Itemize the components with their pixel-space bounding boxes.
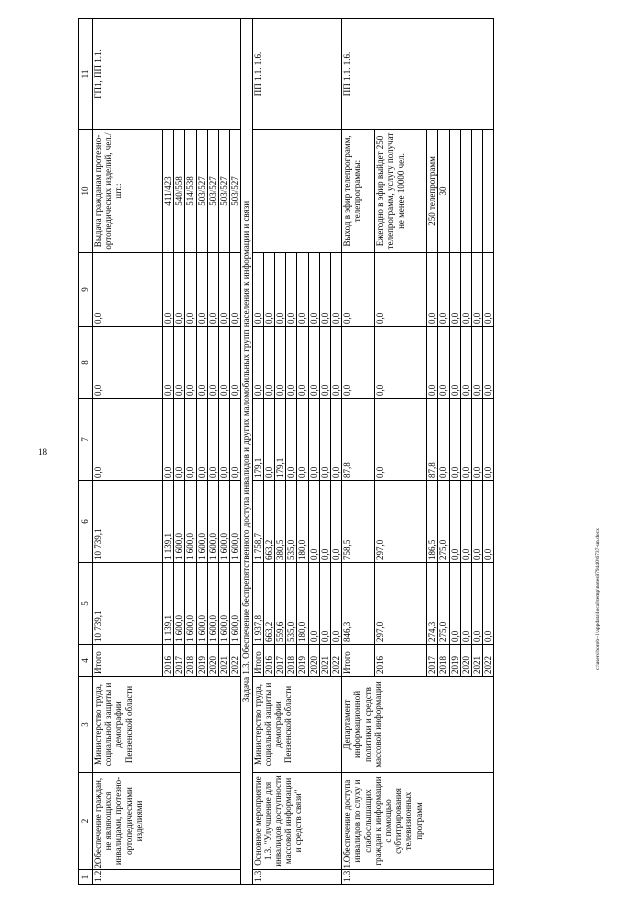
extrabudget-cell: 0,0 bbox=[449, 253, 460, 327]
regional-budget-cell: 1 600,0 bbox=[230, 481, 241, 563]
header-cell: 2 bbox=[79, 773, 93, 870]
extrabudget-cell: 0,0 bbox=[483, 253, 494, 327]
header-cell: 9 bbox=[79, 253, 93, 327]
total-cell: 1 600,0 bbox=[174, 563, 185, 645]
total-cell: 663,2 bbox=[263, 563, 274, 645]
regional-budget-cell: 1 139,1 bbox=[163, 481, 174, 563]
total-cell: 1 600,0 bbox=[196, 563, 207, 645]
regional-budget-cell: 297,0 bbox=[375, 481, 427, 563]
local-budget-cell: 0,0 bbox=[219, 327, 230, 399]
executor: Департамент информационной политики и средств массовой информации bbox=[342, 677, 494, 773]
indicator-value-cell: Выход в эфир телепрограмм, телепрограммы: bbox=[342, 130, 375, 253]
local-budget-cell: 0,0 bbox=[342, 327, 375, 399]
regional-budget-cell: 0,0 bbox=[331, 481, 342, 563]
total-cell: 1 600,0 bbox=[185, 563, 196, 645]
federal-budget-cell: 0,0 bbox=[196, 399, 207, 481]
local-budget-cell: 0,0 bbox=[472, 327, 483, 399]
local-budget-cell: 0,0 bbox=[460, 327, 471, 399]
regional-budget-cell: 1 600,0 bbox=[207, 481, 218, 563]
local-budget-cell: 0,0 bbox=[230, 327, 241, 399]
extrabudget-cell: 0,0 bbox=[196, 253, 207, 327]
extrabudget-cell: 0,0 bbox=[297, 253, 308, 327]
extrabudget-cell: 0,0 bbox=[342, 253, 375, 327]
year-cell: 2019 bbox=[297, 645, 308, 677]
extrabudget-cell: 0,0 bbox=[375, 253, 427, 327]
total-cell: 274,3 bbox=[427, 563, 438, 645]
indicator-value-cell: 250 телепрограмм bbox=[427, 130, 438, 253]
indicator-value-cell: Ежегодно в эфир выйдет 250 телепрограмм, услугу получат не менее 10000 чел. bbox=[375, 130, 427, 253]
federal-budget-cell: 0,0 bbox=[438, 399, 449, 481]
total-cell: 0,0 bbox=[472, 563, 483, 645]
regional-budget-cell: 0,0 bbox=[449, 481, 460, 563]
regional-budget-cell: 0,0 bbox=[308, 481, 319, 563]
extrabudget-cell: 0,0 bbox=[252, 253, 263, 327]
measure-name: Основное мероприятие 1.3. "Улучшение для инвалидов доступности массовой информации и средств связи" bbox=[252, 773, 342, 870]
year-cell: 2016 bbox=[163, 645, 174, 677]
extrabudget-cell: 0,0 bbox=[163, 253, 174, 327]
total-cell: 1 139,1 bbox=[163, 563, 174, 645]
page-number: 18 bbox=[38, 447, 47, 457]
year-cell: 2022 bbox=[483, 645, 494, 677]
federal-budget-cell: 179,1 bbox=[275, 399, 286, 481]
federal-budget-cell: 87,8 bbox=[427, 399, 438, 481]
indicator-value-cell: 503/527 bbox=[196, 130, 207, 253]
local-budget-cell: 0,0 bbox=[427, 327, 438, 399]
header-row bbox=[79, 19, 93, 885]
total-cell: 1 937,8 bbox=[252, 563, 263, 645]
extrabudget-cell: 0,0 bbox=[275, 253, 286, 327]
indicator-value-cell bbox=[460, 130, 471, 253]
extrabudget-cell: 0,0 bbox=[185, 253, 196, 327]
year-cell: 2019 bbox=[449, 645, 460, 677]
year-cell: 2018 bbox=[438, 645, 449, 677]
executor: Министерство труда, социальной защиты и демографии Пензенской области bbox=[252, 677, 342, 773]
year-cell: 2022 bbox=[230, 645, 241, 677]
federal-budget-cell: 0,0 bbox=[297, 399, 308, 481]
task-heading: Задача 1.3. Обеспечение беспрепятственного доступа инвалидов и других маломобильных групп населения к информации и связи bbox=[241, 19, 252, 885]
regional-budget-cell: 535,0 bbox=[286, 481, 297, 563]
year-cell: Итого bbox=[93, 645, 163, 677]
local-budget-cell: 0,0 bbox=[375, 327, 427, 399]
extrabudget-cell: 0,0 bbox=[230, 253, 241, 327]
footer-file-path: c:\users\borob~1\appdata\local\temp\notes879440\6737-un.docx bbox=[595, 528, 601, 670]
total-cell: 846,3 bbox=[342, 563, 375, 645]
regional-budget-cell: 275,0 bbox=[438, 481, 449, 563]
header-cell: 8 bbox=[79, 327, 93, 399]
total-cell: 0,0 bbox=[331, 563, 342, 645]
federal-budget-cell: 0,0 bbox=[286, 399, 297, 481]
local-budget-cell: 0,0 bbox=[174, 327, 185, 399]
header-cell: 1 bbox=[79, 870, 93, 885]
federal-budget-cell: 0,0 bbox=[230, 399, 241, 481]
indicator-empty-cell bbox=[252, 130, 342, 253]
local-budget-cell: 0,0 bbox=[438, 327, 449, 399]
federal-budget-cell: 0,0 bbox=[219, 399, 230, 481]
header-cell: 11 bbox=[79, 19, 93, 130]
program-code: ГП1, ПП 1.1. bbox=[93, 19, 241, 130]
federal-budget-cell: 0,0 bbox=[308, 399, 319, 481]
local-budget-cell: 0,0 bbox=[93, 327, 163, 399]
federal-budget-cell: 0,0 bbox=[460, 399, 471, 481]
regional-budget-cell: 0,0 bbox=[472, 481, 483, 563]
extrabudget-cell: 0,0 bbox=[207, 253, 218, 327]
indicator-value-cell: 411/423 bbox=[163, 130, 174, 253]
total-cell: 1 600,0 bbox=[207, 563, 218, 645]
year-cell: 2021 bbox=[319, 645, 330, 677]
federal-budget-cell: 0,0 bbox=[207, 399, 218, 481]
total-cell: 0,0 bbox=[483, 563, 494, 645]
total-cell: 0,0 bbox=[308, 563, 319, 645]
federal-budget-cell: 0,0 bbox=[163, 399, 174, 481]
extrabudget-cell: 0,0 bbox=[319, 253, 330, 327]
extrabudget-cell: 0,0 bbox=[472, 253, 483, 327]
indicator-value-cell bbox=[472, 130, 483, 253]
indicator-value-cell bbox=[449, 130, 460, 253]
extrabudget-cell: 0,0 bbox=[174, 253, 185, 327]
regional-budget-cell: 0,0 bbox=[483, 481, 494, 563]
local-budget-cell: 0,0 bbox=[297, 327, 308, 399]
local-budget-cell: 0,0 bbox=[207, 327, 218, 399]
year-cell: 2020 bbox=[460, 645, 471, 677]
extrabudget-cell: 0,0 bbox=[286, 253, 297, 327]
year-cell: 2021 bbox=[472, 645, 483, 677]
header-cell: 7 bbox=[79, 399, 93, 481]
extrabudget-cell: 0,0 bbox=[427, 253, 438, 327]
extrabudget-cell: 0,0 bbox=[460, 253, 471, 327]
extrabudget-cell: 0,0 bbox=[219, 253, 230, 327]
indicator-value-cell: 503/527 bbox=[230, 130, 241, 253]
year-cell: 2019 bbox=[196, 645, 207, 677]
local-budget-cell: 0,0 bbox=[308, 327, 319, 399]
header-cell: 10 bbox=[79, 130, 93, 253]
year-cell: 2016 bbox=[375, 645, 427, 677]
header-cell: 5 bbox=[79, 563, 93, 645]
federal-budget-cell: 0,0 bbox=[472, 399, 483, 481]
year-cell: Итого bbox=[342, 645, 375, 677]
regional-budget-cell: 1 600,0 bbox=[196, 481, 207, 563]
table-row bbox=[342, 19, 375, 885]
total-cell: 10 739,1 bbox=[93, 563, 163, 645]
year-cell: 2018 bbox=[286, 645, 297, 677]
local-budget-cell: 0,0 bbox=[286, 327, 297, 399]
federal-budget-cell: 0,0 bbox=[331, 399, 342, 481]
rotated-table-page bbox=[78, 19, 585, 885]
indicator-value-cell: 514/538 bbox=[185, 130, 196, 253]
federal-budget-cell: 0,0 bbox=[483, 399, 494, 481]
year-cell: 2016 bbox=[263, 645, 274, 677]
total-cell: 0,0 bbox=[319, 563, 330, 645]
local-budget-cell: 0,0 bbox=[331, 327, 342, 399]
total-cell: 275,0 bbox=[438, 563, 449, 645]
year-cell: 2020 bbox=[308, 645, 319, 677]
table-body bbox=[93, 19, 494, 885]
extrabudget-cell: 0,0 bbox=[93, 253, 163, 327]
regional-budget-cell: 180,0 bbox=[297, 481, 308, 563]
total-cell: 535,0 bbox=[286, 563, 297, 645]
indicator-value-cell: 503/527 bbox=[207, 130, 218, 253]
local-budget-cell: 0,0 bbox=[275, 327, 286, 399]
extrabudget-cell: 0,0 bbox=[263, 253, 274, 327]
row-number: 1.2.2. bbox=[93, 870, 241, 885]
program-table bbox=[78, 18, 494, 885]
indicator-name: Выдача гражданам протезно-ортопедических изделий, чел./шт.: bbox=[93, 130, 163, 253]
total-cell: 297,0 bbox=[375, 563, 427, 645]
federal-budget-cell: 0,0 bbox=[263, 399, 274, 481]
local-budget-cell: 0,0 bbox=[483, 327, 494, 399]
program-code: ПП 1.1. 1.6. bbox=[252, 19, 342, 130]
local-budget-cell: 0,0 bbox=[163, 327, 174, 399]
local-budget-cell: 0,0 bbox=[196, 327, 207, 399]
federal-budget-cell: 0,0 bbox=[375, 399, 427, 481]
year-cell: 2021 bbox=[219, 645, 230, 677]
row-number: 1.3. bbox=[252, 870, 342, 885]
regional-budget-cell: 10 739,1 bbox=[93, 481, 163, 563]
regional-budget-cell: 663,2 bbox=[263, 481, 274, 563]
local-budget-cell: 0,0 bbox=[319, 327, 330, 399]
year-cell: 2020 bbox=[207, 645, 218, 677]
header-cell: 4 bbox=[79, 645, 93, 677]
indicator-value-cell bbox=[483, 130, 494, 253]
federal-budget-cell: 0,0 bbox=[185, 399, 196, 481]
local-budget-cell: 0,0 bbox=[185, 327, 196, 399]
regional-budget-cell: 0,0 bbox=[460, 481, 471, 563]
year-cell: 2017 bbox=[174, 645, 185, 677]
regional-budget-cell: 0,0 bbox=[319, 481, 330, 563]
table-row bbox=[93, 19, 163, 885]
local-budget-cell: 0,0 bbox=[449, 327, 460, 399]
measure-name: Обеспечение граждан, не являющихся инвалидами, протезно-ортопедическими изделиями bbox=[93, 773, 241, 870]
year-cell: 2017 bbox=[427, 645, 438, 677]
regional-budget-cell: 380,5 bbox=[275, 481, 286, 563]
header-cell: 3 bbox=[79, 677, 93, 773]
executor: Министерство труда, социальной защиты и демографии Пензенской области bbox=[93, 677, 241, 773]
total-cell: 0,0 bbox=[449, 563, 460, 645]
regional-budget-cell: 1 600,0 bbox=[219, 481, 230, 563]
federal-budget-cell: 0,0 bbox=[93, 399, 163, 481]
table-row bbox=[241, 19, 252, 885]
year-cell: Итого bbox=[252, 645, 263, 677]
regional-budget-cell: 1 600,0 bbox=[185, 481, 196, 563]
row-number: 1.3.1. bbox=[342, 870, 494, 885]
regional-budget-cell: 186,5 bbox=[427, 481, 438, 563]
federal-budget-cell: 0,0 bbox=[174, 399, 185, 481]
year-cell: 2017 bbox=[275, 645, 286, 677]
total-cell: 1 600,0 bbox=[230, 563, 241, 645]
extrabudget-cell: 0,0 bbox=[308, 253, 319, 327]
local-budget-cell: 0,0 bbox=[252, 327, 263, 399]
extrabudget-cell: 0,0 bbox=[438, 253, 449, 327]
total-cell: 180,0 bbox=[297, 563, 308, 645]
indicator-value-cell: 30 bbox=[438, 130, 449, 253]
header-cell: 6 bbox=[79, 481, 93, 563]
local-budget-cell: 0,0 bbox=[263, 327, 274, 399]
federal-budget-cell: 0,0 bbox=[319, 399, 330, 481]
table-row bbox=[252, 19, 263, 885]
regional-budget-cell: 758,5 bbox=[342, 481, 375, 563]
measure-name: Обеспечение доступа инвалидов по слуху и слабослышащих граждан к информации с помощью субтитрирования телевизионных программ bbox=[342, 773, 494, 870]
year-cell: 2022 bbox=[331, 645, 342, 677]
year-cell: 2018 bbox=[185, 645, 196, 677]
federal-budget-cell: 0,0 bbox=[449, 399, 460, 481]
indicator-value-cell: 503/527 bbox=[219, 130, 230, 253]
total-cell: 1 600,0 bbox=[219, 563, 230, 645]
total-cell: 559,6 bbox=[275, 563, 286, 645]
program-code: ПП 1.1. 1.6. bbox=[342, 19, 494, 130]
federal-budget-cell: 87,8 bbox=[342, 399, 375, 481]
regional-budget-cell: 1 758,7 bbox=[252, 481, 263, 563]
total-cell: 0,0 bbox=[460, 563, 471, 645]
federal-budget-cell: 179,1 bbox=[252, 399, 263, 481]
regional-budget-cell: 1 600,0 bbox=[174, 481, 185, 563]
indicator-value-cell: 540/558 bbox=[174, 130, 185, 253]
extrabudget-cell: 0,0 bbox=[331, 253, 342, 327]
